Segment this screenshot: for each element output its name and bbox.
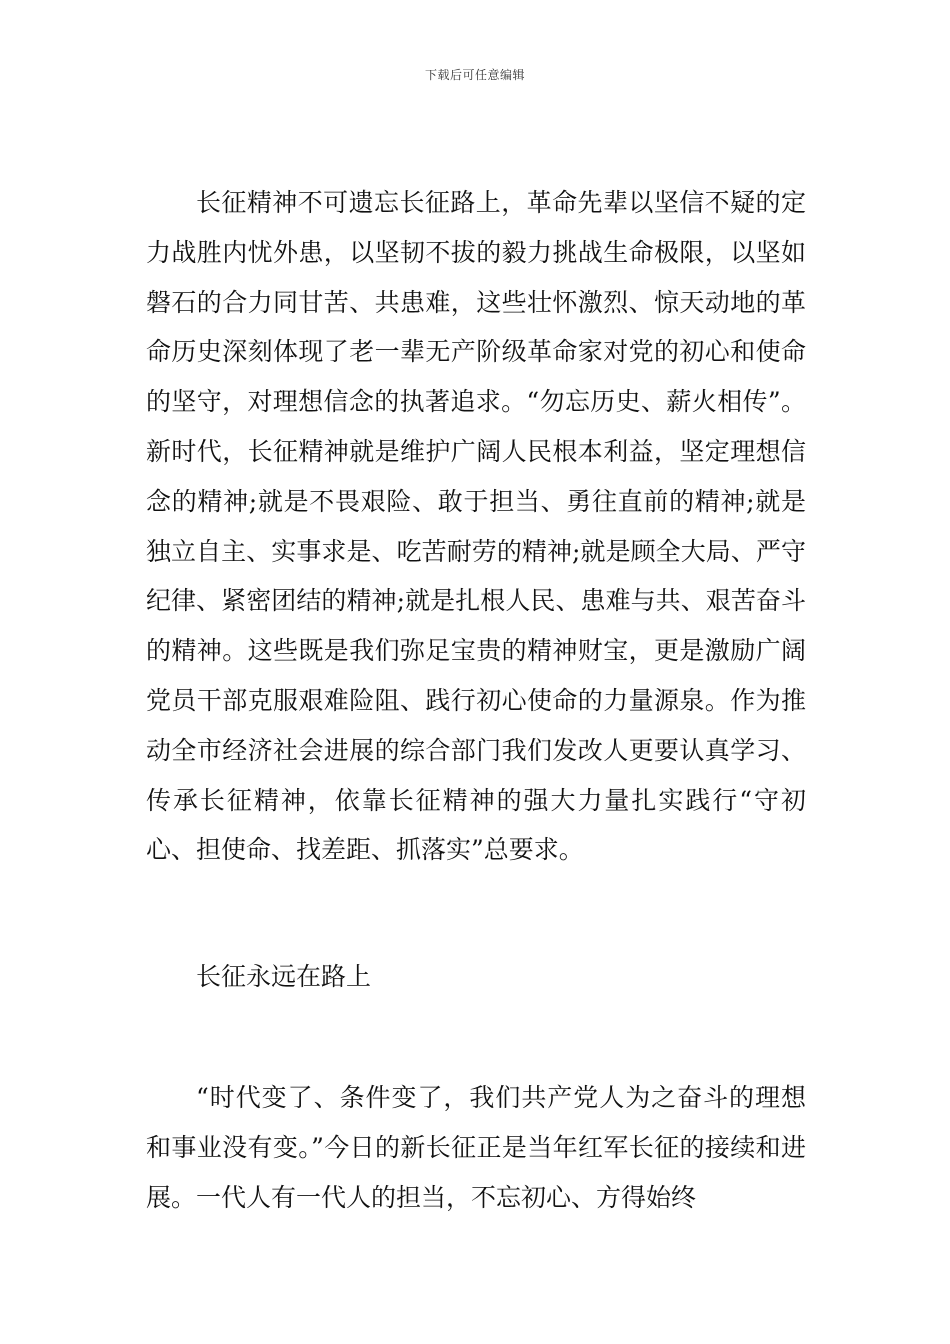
paragraph-long-march-spirit: 长征精神不可遗忘长征路上，革命先辈以坚信不疑的定力战胜内忧外患，以坚韧不拔的毅力挑战生命极限，以坚如磐石的合力同甘苦、共患难，这些壮怀激烈、惊天动地的革命历史深刻体现了老一辈无产阶级革命家对党的初心和使命的坚守，对理想信念的执著追求。“勿忘历史、薪火相传”。新时代，长征精神就是维护广阔人民根本利益，坚定理想信念的精神;就是不畏艰险、敢于担当、勇往直前的精神;就是独立自主、实事求是、吃苦耐劳的精神;就是顾全大局、严守纪律、紧密团结的精神;就是扎根人民、患难与共、艰苦奋斗的精神。这些既是我们弥足宝贵的精神财宝，更是激励广阔党员干部克服艰难险阻、践行初心使命的力量源泉。作为推动全市经济社会进展的综合部门我们发改人更要认真学习、传承长征精神，依靠长征精神的强大力量扎实践行“守初心、担使命、找差距、抓落实”总要求。 bbox=[146, 188, 806, 865]
paragraph-new-era: “时代变了、条件变了，我们共产党人为之奋斗的理想和事业没有变。”今日的新长征正是当年红军长征的接续和进展。一代人有一代人的担当，不忘初心、方得始终 bbox=[146, 1083, 806, 1212]
section-heading: 长征永远在路上 bbox=[196, 962, 372, 991]
header-note: 下载后可任意编辑 bbox=[424, 68, 525, 82]
